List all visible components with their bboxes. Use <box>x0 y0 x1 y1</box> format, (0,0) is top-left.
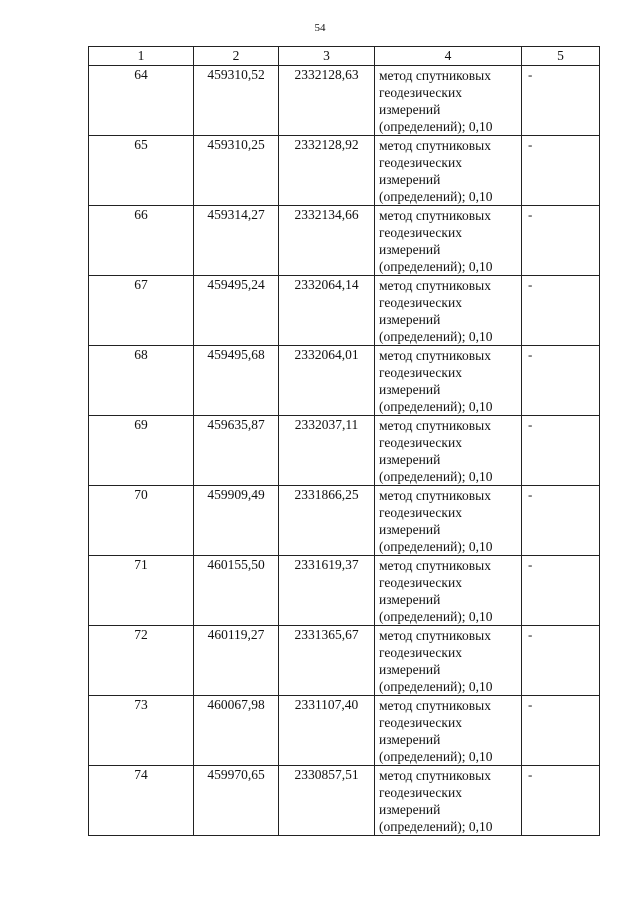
table-row <box>89 346 600 416</box>
note-cell <box>522 416 600 486</box>
column-header-1: 1 <box>89 47 194 66</box>
method-line: геодезических <box>379 645 462 660</box>
x-coordinate-cell: 459310,52 <box>194 66 279 136</box>
x-coordinate-cell: 460067,98 <box>194 696 279 766</box>
note-dash: - <box>528 207 533 222</box>
y-coordinate-cell: 2332064,01 <box>279 346 375 416</box>
method-line: (определений); 0,10 <box>379 329 493 344</box>
header-row <box>89 47 600 66</box>
method-line: геодезических <box>379 715 462 730</box>
method-line: измерений <box>379 382 441 397</box>
note-cell <box>522 66 600 136</box>
table-row <box>89 556 600 626</box>
method-cell <box>375 696 522 766</box>
note-cell <box>522 206 600 276</box>
method-line: метод спутниковых <box>379 138 491 153</box>
y-coordinate-cell: 2331365,67 <box>279 626 375 696</box>
method-cell <box>375 206 522 276</box>
method-line: измерений <box>379 732 441 747</box>
method-line: (определений); 0,10 <box>379 679 493 694</box>
x-coordinate-cell: 460119,27 <box>194 626 279 696</box>
y-coordinate-cell: 2332064,14 <box>279 276 375 346</box>
method-cell <box>375 416 522 486</box>
column-header-2: 2 <box>194 47 279 66</box>
method-line: (определений); 0,10 <box>379 259 493 274</box>
method-line: (определений); 0,10 <box>379 189 493 204</box>
note-dash: - <box>528 557 533 572</box>
note-cell <box>522 696 600 766</box>
method-line: (определений); 0,10 <box>379 539 493 554</box>
x-coordinate-cell: 459495,24 <box>194 276 279 346</box>
x-coordinate-cell: 459909,49 <box>194 486 279 556</box>
point-number-cell: 68 <box>89 346 194 416</box>
table-row <box>89 696 600 766</box>
note-dash: - <box>528 417 533 432</box>
method-cell <box>375 556 522 626</box>
y-coordinate-cell: 2331866,25 <box>279 486 375 556</box>
page-number: 54 <box>314 22 326 34</box>
column-header-5: 5 <box>522 47 600 66</box>
coordinates-table <box>88 46 600 836</box>
table-row <box>89 486 600 556</box>
y-coordinate-cell: 2331107,40 <box>279 696 375 766</box>
method-line: измерений <box>379 172 441 187</box>
method-cell <box>375 626 522 696</box>
point-number-cell: 71 <box>89 556 194 626</box>
method-line: метод спутниковых <box>379 278 491 293</box>
x-coordinate-cell: 460155,50 <box>194 556 279 626</box>
y-coordinate-cell: 2331619,37 <box>279 556 375 626</box>
point-number-cell: 69 <box>89 416 194 486</box>
method-line: (определений); 0,10 <box>379 609 493 624</box>
method-cell <box>375 486 522 556</box>
method-cell <box>375 136 522 206</box>
method-line: измерений <box>379 452 441 467</box>
method-cell <box>375 66 522 136</box>
table-row <box>89 276 600 346</box>
method-line: измерений <box>379 102 441 117</box>
table-row <box>89 416 600 486</box>
note-dash: - <box>528 627 533 642</box>
method-line: (определений); 0,10 <box>379 119 493 134</box>
table-row <box>89 66 600 136</box>
point-number-cell: 64 <box>89 66 194 136</box>
y-coordinate-cell: 2330857,51 <box>279 766 375 836</box>
method-line: метод спутниковых <box>379 208 491 223</box>
note-dash: - <box>528 277 533 292</box>
table-row <box>89 626 600 696</box>
point-number-cell: 70 <box>89 486 194 556</box>
note-dash: - <box>528 347 533 362</box>
note-dash: - <box>528 697 533 712</box>
method-line: (определений); 0,10 <box>379 749 493 764</box>
method-line: геодезических <box>379 225 462 240</box>
method-line: измерений <box>379 242 441 257</box>
x-coordinate-cell: 459635,87 <box>194 416 279 486</box>
point-number-cell: 72 <box>89 626 194 696</box>
method-line: геодезических <box>379 155 462 170</box>
method-line: измерений <box>379 592 441 607</box>
method-line: (определений); 0,10 <box>379 399 493 414</box>
method-line: геодезических <box>379 785 462 800</box>
method-line: метод спутниковых <box>379 558 491 573</box>
y-coordinate-cell: 2332128,92 <box>279 136 375 206</box>
point-number-cell: 74 <box>89 766 194 836</box>
point-number-cell: 66 <box>89 206 194 276</box>
method-line: геодезических <box>379 85 462 100</box>
y-coordinate-cell: 2332037,11 <box>279 416 375 486</box>
note-dash: - <box>528 767 533 782</box>
y-coordinate-cell: 2332134,66 <box>279 206 375 276</box>
x-coordinate-cell: 459970,65 <box>194 766 279 836</box>
table-row <box>89 206 600 276</box>
note-cell <box>522 766 600 836</box>
point-number-cell: 73 <box>89 696 194 766</box>
method-line: (определений); 0,10 <box>379 469 493 484</box>
x-coordinate-cell: 459310,25 <box>194 136 279 206</box>
note-cell <box>522 346 600 416</box>
method-line: метод спутниковых <box>379 628 491 643</box>
column-header-4: 4 <box>375 47 522 66</box>
method-cell <box>375 766 522 836</box>
method-line: (определений); 0,10 <box>379 819 493 834</box>
note-cell <box>522 556 600 626</box>
method-line: измерений <box>379 312 441 327</box>
y-coordinate-cell: 2332128,63 <box>279 66 375 136</box>
table-row <box>89 136 600 206</box>
point-number-cell: 65 <box>89 136 194 206</box>
table-header <box>89 47 600 66</box>
method-line: метод спутниковых <box>379 698 491 713</box>
note-cell <box>522 276 600 346</box>
method-line: метод спутниковых <box>379 488 491 503</box>
note-cell <box>522 486 600 556</box>
method-line: измерений <box>379 522 441 537</box>
column-header-3: 3 <box>279 47 375 66</box>
method-line: измерений <box>379 662 441 677</box>
method-line: геодезических <box>379 505 462 520</box>
note-cell <box>522 626 600 696</box>
note-dash: - <box>528 67 533 82</box>
method-line: метод спутниковых <box>379 68 491 83</box>
method-line: геодезических <box>379 575 462 590</box>
table-body <box>89 66 600 836</box>
method-line: метод спутниковых <box>379 348 491 363</box>
table-row <box>89 766 600 836</box>
note-dash: - <box>528 487 533 502</box>
x-coordinate-cell: 459495,68 <box>194 346 279 416</box>
note-dash: - <box>528 137 533 152</box>
x-coordinate-cell: 459314,27 <box>194 206 279 276</box>
method-cell <box>375 276 522 346</box>
note-cell <box>522 136 600 206</box>
method-line: геодезических <box>379 365 462 380</box>
method-line: геодезических <box>379 435 462 450</box>
method-line: измерений <box>379 802 441 817</box>
point-number-cell: 67 <box>89 276 194 346</box>
method-line: метод спутниковых <box>379 418 491 433</box>
method-cell <box>375 346 522 416</box>
method-line: метод спутниковых <box>379 768 491 783</box>
method-line: геодезических <box>379 295 462 310</box>
